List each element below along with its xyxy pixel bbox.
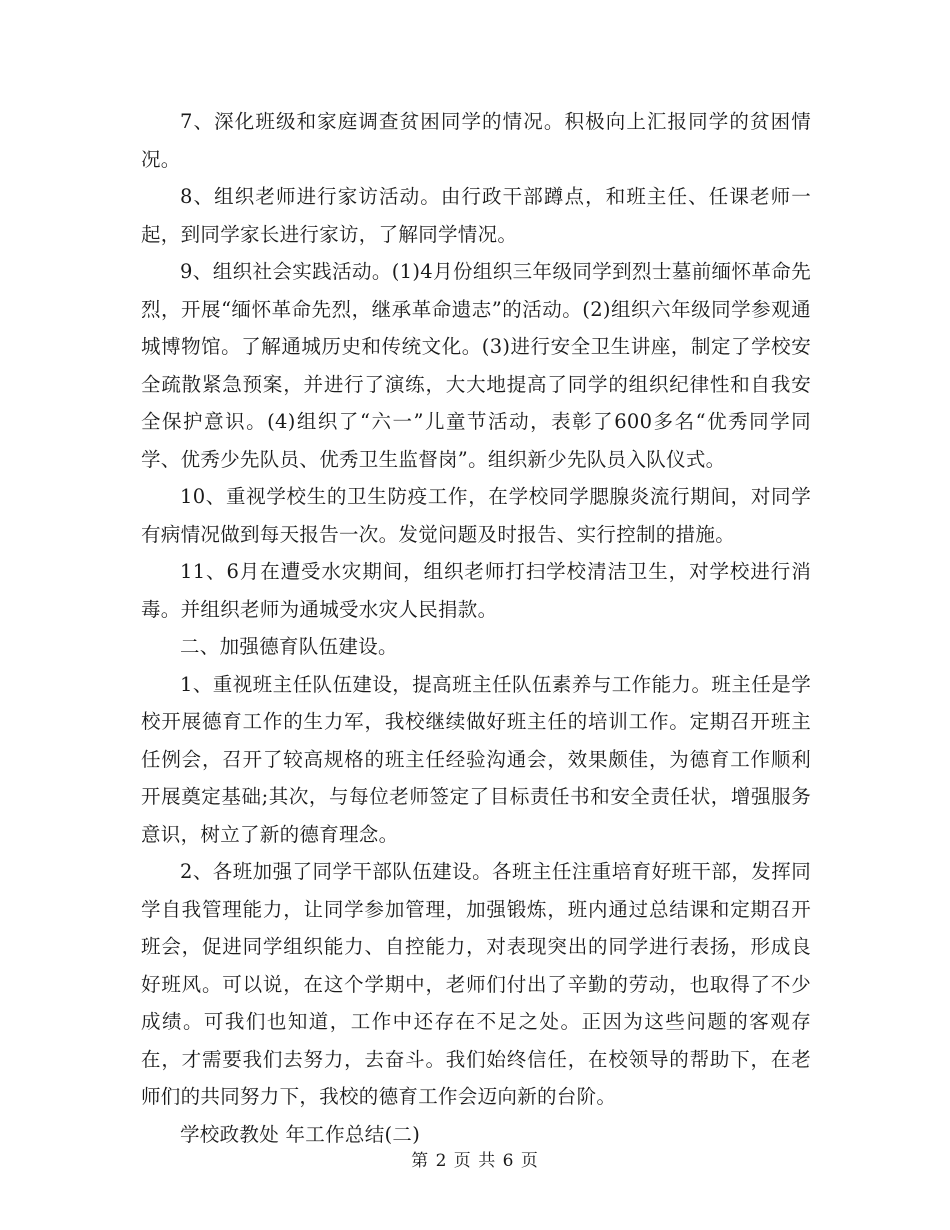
paragraph-item-9: 9、组织社会实践活动。(1)4月份组织三年级同学到烈士墓前缅怀革命先烈，开展“缅怀革命先烈，继承革命遗志”的活动。(2)组织六年级同学参观通城博物馆。了解通城历史和传统文化。(3)进行安全卫生讲座，制定了学校安全疏散紧急预案，并进行了演练，大大地提高了同学的组织纪律性和自我安全保护意识。(4)组织了“六一”儿童节活动，表彰了600多名“优秀同学同学、优秀少先队员、优秀卫生监督岗”。组织新少先队员入队仪式。 <box>141 260 811 471</box>
paragraph-item-11: 11、6月在遭受水灾期间，组织老师打扫学校清洁卫生，对学校进行消毒。并组织老师为通城受水灾人民捐款。 <box>141 560 811 621</box>
paragraph-item-8: 8、组织老师进行家访活动。由行政干部蹲点，和班主任、任课老师一起，到同学家长进行家访，了解同学情况。 <box>141 185 811 246</box>
paragraph-item-7: 7、深化班级和家庭调查贫困同学的情况。积极向上汇报同学的贫困情况。 <box>141 110 811 171</box>
paragraph-section2-item-1: 1、重视班主任队伍建设，提高班主任队伍素养与工作能力。班主任是学校开展德育工作的生力军，我校继续做好班主任的培训工作。定期召开班主任例会，召开了较高规格的班主任经验沟通会，效果颇佳，为德育工作顺利开展奠定基础;其次，与每位老师签定了目标责任书和安全责任状，增强服务意识，树立了新的德育理念。 <box>141 672 811 846</box>
next-document-title: 学校政教处 年工作总结(二) <box>180 1122 421 1146</box>
section-heading: 二、加强德育队伍建设。 <box>180 635 398 658</box>
paragraph-item-10: 10、重视学校生的卫生防疫工作，在学校同学腮腺炎流行期间，对同学有病情况做到每天报告一次。发觉问题及时报告、实行控制的措施。 <box>141 485 811 546</box>
page-number-footer: 第 2 页 共 6 页 <box>411 1151 539 1171</box>
document-body <box>141 103 811 1153</box>
paragraph-section2-item-2: 2、各班加强了同学干部队伍建设。各班主任注重培育好班干部，发挥同学自我管理能力，让同学参加管理，加强锻炼，班内通过总结课和定期召开班会，促进同学组织能力、自控能力，对表现突出的同学进行表扬，形成良好班风。可以说，在这个学期中，老师们付出了辛勤的劳动，也取得了不少成绩。可我们也知道，工作中还存在不足之处。正因为这些问题的客观存在，才需要我们去努力，去奋斗。我们始终信任，在校领导的帮助下，在老师们的共同努力下，我校的德育工作会迈向新的台阶。 <box>141 860 811 1108</box>
